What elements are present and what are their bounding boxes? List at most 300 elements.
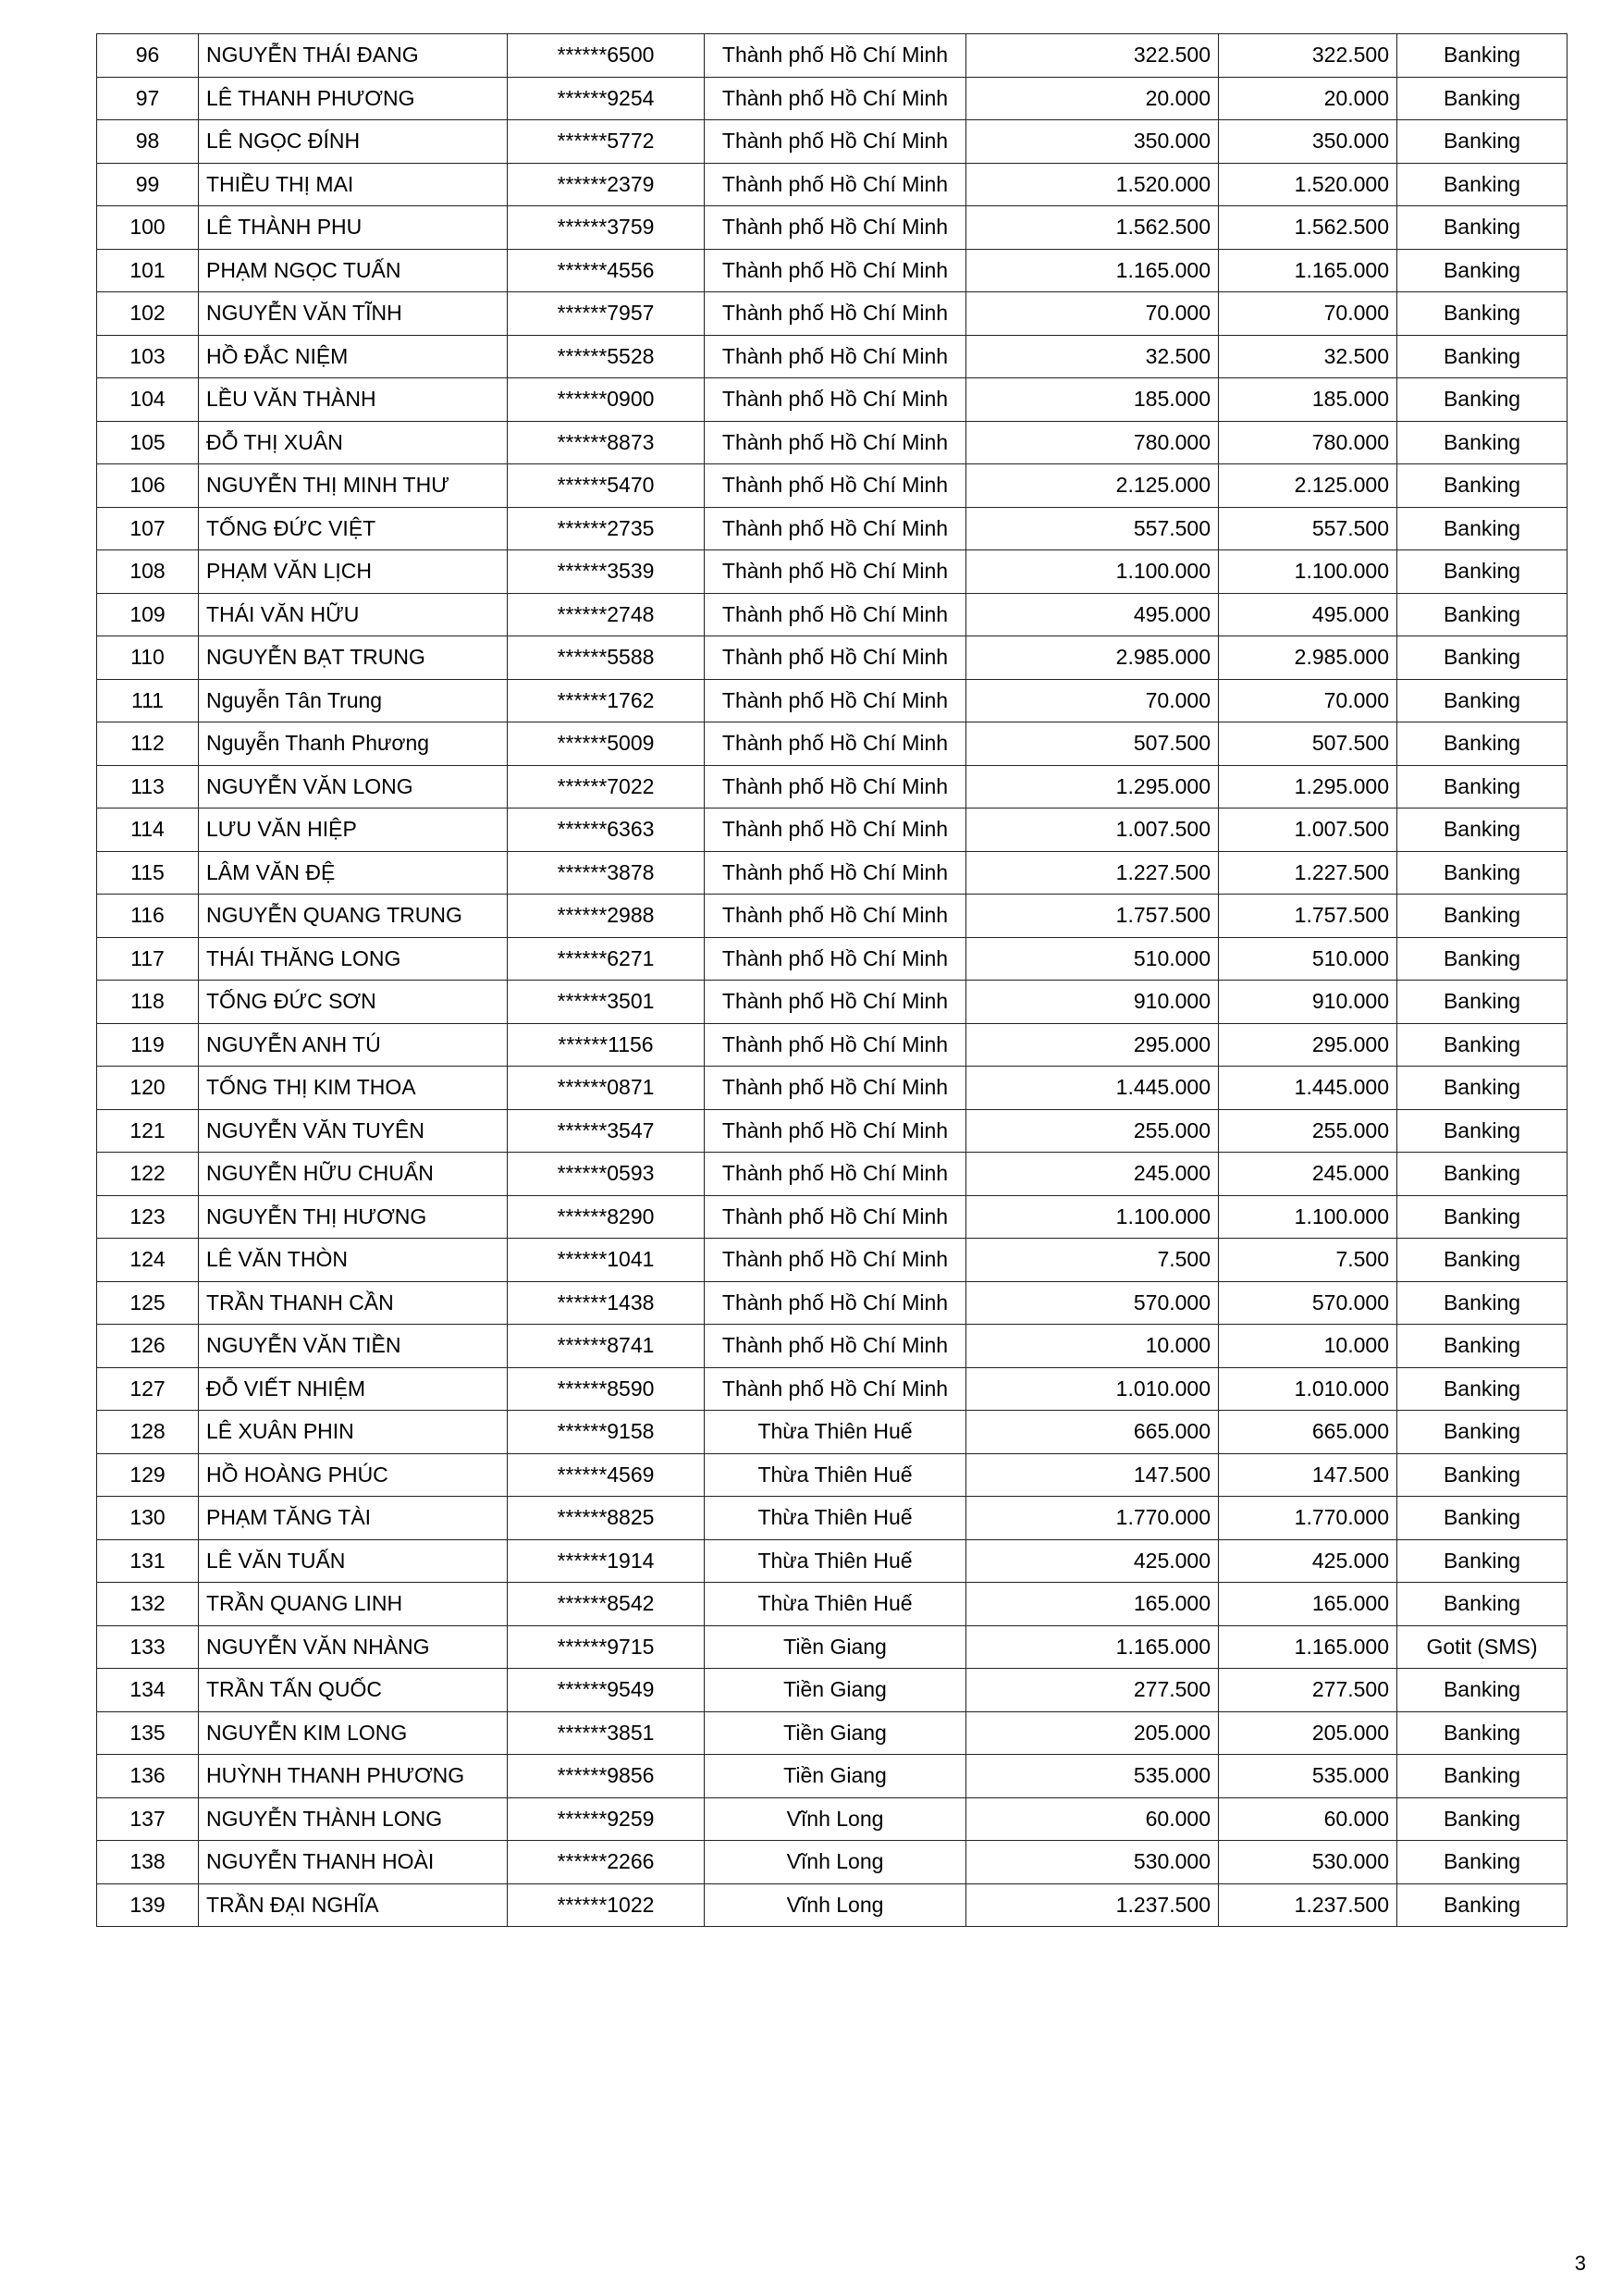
masked-id: ******0900 [508, 378, 705, 422]
amount: 277.500 [966, 1669, 1219, 1712]
row-index: 111 [97, 679, 199, 722]
masked-id: ******7022 [508, 765, 705, 809]
paid-amount: 1.007.500 [1219, 809, 1397, 852]
masked-id: ******2266 [508, 1841, 705, 1884]
payment-method: Banking [1397, 1539, 1568, 1583]
province: Thành phố Hồ Chí Minh [705, 292, 966, 336]
payment-method: Banking [1397, 1841, 1568, 1884]
paid-amount: 510.000 [1219, 937, 1397, 981]
masked-id: ******0593 [508, 1153, 705, 1196]
recipient-name: NGUYỄN BẠT TRUNG [199, 636, 508, 680]
row-index: 114 [97, 809, 199, 852]
amount: 205.000 [966, 1711, 1219, 1755]
payment-method: Banking [1397, 1497, 1568, 1540]
recipient-name: NGUYỄN THÀNH LONG [199, 1797, 508, 1841]
paid-amount: 245.000 [1219, 1153, 1397, 1196]
amount: 7.500 [966, 1239, 1219, 1282]
recipient-name: NGUYỄN VĂN TUYÊN [199, 1109, 508, 1153]
masked-id: ******8741 [508, 1325, 705, 1368]
row-index: 107 [97, 507, 199, 550]
payment-method: Banking [1397, 378, 1568, 422]
payment-method: Banking [1397, 1109, 1568, 1153]
amount: 1.010.000 [966, 1367, 1219, 1411]
payment-method: Banking [1397, 1755, 1568, 1798]
province: Thành phố Hồ Chí Minh [705, 895, 966, 938]
province: Thành phố Hồ Chí Minh [705, 809, 966, 852]
table-row [97, 507, 1568, 550]
masked-id: ******9259 [508, 1797, 705, 1841]
payment-method: Banking [1397, 1797, 1568, 1841]
table-row [97, 1883, 1568, 1927]
recipient-name: LÊ XUÂN PHIN [199, 1411, 508, 1454]
table-row [97, 1797, 1568, 1841]
table-row [97, 765, 1568, 809]
row-index: 97 [97, 77, 199, 120]
masked-id: ******8873 [508, 421, 705, 464]
paid-amount: 557.500 [1219, 507, 1397, 550]
amount: 20.000 [966, 77, 1219, 120]
row-index: 135 [97, 1711, 199, 1755]
province: Thành phố Hồ Chí Minh [705, 550, 966, 594]
row-index: 126 [97, 1325, 199, 1368]
masked-id: ******3759 [508, 206, 705, 250]
row-index: 134 [97, 1669, 199, 1712]
province: Thành phố Hồ Chí Minh [705, 1067, 966, 1110]
recipient-name: LỀU VĂN THÀNH [199, 378, 508, 422]
paid-amount: 1.520.000 [1219, 163, 1397, 206]
recipient-name: LÊ THÀNH PHU [199, 206, 508, 250]
row-index: 106 [97, 464, 199, 508]
table-row [97, 1367, 1568, 1411]
amount: 32.500 [966, 335, 1219, 378]
amount: 1.100.000 [966, 1195, 1219, 1239]
payment-method: Banking [1397, 335, 1568, 378]
amount: 1.165.000 [966, 249, 1219, 292]
recipient-name: TỐNG ĐỨC VIỆT [199, 507, 508, 550]
recipient-name: PHẠM VĂN LỊCH [199, 550, 508, 594]
province: Thành phố Hồ Chí Minh [705, 1195, 966, 1239]
masked-id: ******6500 [508, 34, 705, 78]
amount: 2.985.000 [966, 636, 1219, 680]
paid-amount: 147.500 [1219, 1453, 1397, 1497]
paid-amount: 322.500 [1219, 34, 1397, 78]
paid-amount: 185.000 [1219, 378, 1397, 422]
province: Thành phố Hồ Chí Minh [705, 593, 966, 636]
page-number: 3 [1574, 2252, 1586, 2275]
province: Thành phố Hồ Chí Minh [705, 765, 966, 809]
table-row [97, 1583, 1568, 1626]
recipient-name: TỐNG THỊ KIM THOA [199, 1067, 508, 1110]
paid-amount: 295.000 [1219, 1023, 1397, 1067]
masked-id: ******5588 [508, 636, 705, 680]
row-index: 131 [97, 1539, 199, 1583]
province: Tiền Giang [705, 1669, 966, 1712]
province: Thành phố Hồ Chí Minh [705, 1023, 966, 1067]
amount: 70.000 [966, 292, 1219, 336]
table-row [97, 636, 1568, 680]
row-index: 122 [97, 1153, 199, 1196]
row-index: 119 [97, 1023, 199, 1067]
province: Thành phố Hồ Chí Minh [705, 163, 966, 206]
row-index: 101 [97, 249, 199, 292]
row-index: 96 [97, 34, 199, 78]
recipient-name: NGUYỄN KIM LONG [199, 1711, 508, 1755]
province: Thành phố Hồ Chí Minh [705, 679, 966, 722]
amount: 1.237.500 [966, 1883, 1219, 1927]
masked-id: ******9254 [508, 77, 705, 120]
paid-amount: 1.770.000 [1219, 1497, 1397, 1540]
payment-method: Banking [1397, 1325, 1568, 1368]
masked-id: ******8542 [508, 1583, 705, 1626]
amount: 1.100.000 [966, 550, 1219, 594]
province: Thừa Thiên Huế [705, 1539, 966, 1583]
table-row [97, 163, 1568, 206]
table-row [97, 1153, 1568, 1196]
table-row [97, 809, 1568, 852]
recipient-name: ĐỖ VIẾT NHIỆM [199, 1367, 508, 1411]
row-index: 127 [97, 1367, 199, 1411]
payment-method: Banking [1397, 34, 1568, 78]
payment-method: Banking [1397, 679, 1568, 722]
amount: 350.000 [966, 120, 1219, 164]
paid-amount: 32.500 [1219, 335, 1397, 378]
recipient-name: HỒ HOÀNG PHÚC [199, 1453, 508, 1497]
masked-id: ******2379 [508, 163, 705, 206]
province: Thành phố Hồ Chí Minh [705, 1325, 966, 1368]
recipient-name: HỒ ĐẮC NIỆM [199, 335, 508, 378]
table-row [97, 1281, 1568, 1325]
province: Vĩnh Long [705, 1883, 966, 1927]
masked-id: ******1156 [508, 1023, 705, 1067]
row-index: 136 [97, 1755, 199, 1798]
amount: 425.000 [966, 1539, 1219, 1583]
table-row [97, 1497, 1568, 1540]
amount: 1.295.000 [966, 765, 1219, 809]
amount: 1.770.000 [966, 1497, 1219, 1540]
province: Thừa Thiên Huế [705, 1411, 966, 1454]
masked-id: ******1438 [508, 1281, 705, 1325]
row-index: 125 [97, 1281, 199, 1325]
province: Thành phố Hồ Chí Minh [705, 507, 966, 550]
table-row [97, 851, 1568, 895]
paid-amount: 910.000 [1219, 981, 1397, 1024]
table-row [97, 1669, 1568, 1712]
table-body [97, 34, 1568, 1927]
amount: 665.000 [966, 1411, 1219, 1454]
paid-amount: 1.100.000 [1219, 1195, 1397, 1239]
masked-id: ******3539 [508, 550, 705, 594]
paid-amount: 507.500 [1219, 722, 1397, 766]
paid-amount: 255.000 [1219, 1109, 1397, 1153]
row-index: 99 [97, 163, 199, 206]
province: Thành phố Hồ Chí Minh [705, 335, 966, 378]
recipient-name: TRẦN QUANG LINH [199, 1583, 508, 1626]
recipient-name: NGUYỄN THỊ MINH THƯ [199, 464, 508, 508]
recipient-name: LÊ VĂN TUẤN [199, 1539, 508, 1583]
amount: 185.000 [966, 378, 1219, 422]
paid-amount: 1.237.500 [1219, 1883, 1397, 1927]
recipient-name: PHẠM NGỌC TUẤN [199, 249, 508, 292]
table-row [97, 722, 1568, 766]
paid-amount: 495.000 [1219, 593, 1397, 636]
masked-id: ******3547 [508, 1109, 705, 1153]
recipient-name: LÂM VĂN ĐỆ [199, 851, 508, 895]
payment-method: Banking [1397, 507, 1568, 550]
province: Thành phố Hồ Chí Minh [705, 1109, 966, 1153]
payment-method: Banking [1397, 1711, 1568, 1755]
paid-amount: 530.000 [1219, 1841, 1397, 1884]
payment-method: Banking [1397, 636, 1568, 680]
table-row [97, 1067, 1568, 1110]
masked-id: ******6271 [508, 937, 705, 981]
masked-id: ******8290 [508, 1195, 705, 1239]
masked-id: ******5470 [508, 464, 705, 508]
table-row [97, 1109, 1568, 1153]
table-row [97, 1239, 1568, 1282]
table-row [97, 1195, 1568, 1239]
paid-amount: 2.125.000 [1219, 464, 1397, 508]
paid-amount: 1.227.500 [1219, 851, 1397, 895]
recipient-name: ĐỖ THỊ XUÂN [199, 421, 508, 464]
paid-amount: 1.010.000 [1219, 1367, 1397, 1411]
province: Thành phố Hồ Chí Minh [705, 1239, 966, 1282]
table-row [97, 1023, 1568, 1067]
payment-method: Banking [1397, 1583, 1568, 1626]
amount: 557.500 [966, 507, 1219, 550]
recipient-name: NGUYỄN HỮU CHUẨN [199, 1153, 508, 1196]
row-index: 112 [97, 722, 199, 766]
masked-id: ******3878 [508, 851, 705, 895]
province: Thừa Thiên Huế [705, 1453, 966, 1497]
payment-method: Banking [1397, 937, 1568, 981]
table-row [97, 34, 1568, 78]
payment-method: Banking [1397, 464, 1568, 508]
paid-amount: 70.000 [1219, 679, 1397, 722]
payment-method: Banking [1397, 593, 1568, 636]
payment-method: Banking [1397, 1669, 1568, 1712]
recipient-name: THÁI THĂNG LONG [199, 937, 508, 981]
paid-amount: 535.000 [1219, 1755, 1397, 1798]
payment-method: Banking [1397, 1411, 1568, 1454]
row-index: 98 [97, 120, 199, 164]
province: Thành phố Hồ Chí Minh [705, 378, 966, 422]
paid-amount: 570.000 [1219, 1281, 1397, 1325]
row-index: 100 [97, 206, 199, 250]
paid-amount: 665.000 [1219, 1411, 1397, 1454]
amount: 165.000 [966, 1583, 1219, 1626]
recipient-name: TRẦN THANH CẦN [199, 1281, 508, 1325]
payment-method: Banking [1397, 77, 1568, 120]
recipient-name: LÊ THANH PHƯƠNG [199, 77, 508, 120]
masked-id: ******9158 [508, 1411, 705, 1454]
masked-id: ******8590 [508, 1367, 705, 1411]
recipient-name: NGUYỄN VĂN TIỀN [199, 1325, 508, 1368]
paid-amount: 1.165.000 [1219, 1625, 1397, 1669]
payment-method: Banking [1397, 1883, 1568, 1927]
amount: 1.227.500 [966, 851, 1219, 895]
row-index: 132 [97, 1583, 199, 1626]
masked-id: ******5009 [508, 722, 705, 766]
amount: 70.000 [966, 679, 1219, 722]
amount: 535.000 [966, 1755, 1219, 1798]
row-index: 103 [97, 335, 199, 378]
masked-id: ******8825 [508, 1497, 705, 1540]
payout-table [96, 33, 1568, 1927]
recipient-name: NGUYỄN VĂN LONG [199, 765, 508, 809]
row-index: 105 [97, 421, 199, 464]
table-row [97, 1411, 1568, 1454]
masked-id: ******2988 [508, 895, 705, 938]
table-row [97, 378, 1568, 422]
payment-method: Banking [1397, 249, 1568, 292]
masked-id: ******5772 [508, 120, 705, 164]
table-row [97, 1325, 1568, 1368]
amount: 530.000 [966, 1841, 1219, 1884]
recipient-name: NGUYỄN VĂN TĨNH [199, 292, 508, 336]
masked-id: ******2735 [508, 507, 705, 550]
province: Thành phố Hồ Chí Minh [705, 722, 966, 766]
table-row [97, 1453, 1568, 1497]
amount: 507.500 [966, 722, 1219, 766]
recipient-name: Nguyễn Tân Trung [199, 679, 508, 722]
paid-amount: 205.000 [1219, 1711, 1397, 1755]
payment-method: Banking [1397, 1153, 1568, 1196]
recipient-name: NGUYỄN ANH TÚ [199, 1023, 508, 1067]
table-row [97, 292, 1568, 336]
amount: 10.000 [966, 1325, 1219, 1368]
paid-amount: 780.000 [1219, 421, 1397, 464]
table-row [97, 1755, 1568, 1798]
payment-method: Banking [1397, 550, 1568, 594]
row-index: 110 [97, 636, 199, 680]
masked-id: ******3851 [508, 1711, 705, 1755]
masked-id: ******5528 [508, 335, 705, 378]
paid-amount: 2.985.000 [1219, 636, 1397, 680]
masked-id: ******0871 [508, 1067, 705, 1110]
payment-method: Banking [1397, 292, 1568, 336]
row-index: 130 [97, 1497, 199, 1540]
province: Thành phố Hồ Chí Minh [705, 206, 966, 250]
table-row [97, 1711, 1568, 1755]
payment-method: Banking [1397, 1367, 1568, 1411]
amount: 1.562.500 [966, 206, 1219, 250]
recipient-name: THÁI VĂN HỮU [199, 593, 508, 636]
payment-method: Banking [1397, 1023, 1568, 1067]
amount: 60.000 [966, 1797, 1219, 1841]
row-index: 102 [97, 292, 199, 336]
province: Thành phố Hồ Chí Minh [705, 1367, 966, 1411]
paid-amount: 1.295.000 [1219, 765, 1397, 809]
row-index: 104 [97, 378, 199, 422]
recipient-name: TRẦN TẤN QUỐC [199, 1669, 508, 1712]
paid-amount: 1.165.000 [1219, 249, 1397, 292]
province: Thành phố Hồ Chí Minh [705, 34, 966, 78]
province: Thành phố Hồ Chí Minh [705, 851, 966, 895]
recipient-name: NGUYỄN THANH HOÀI [199, 1841, 508, 1884]
table-row [97, 120, 1568, 164]
amount: 1.520.000 [966, 163, 1219, 206]
recipient-name: Nguyễn Thanh Phương [199, 722, 508, 766]
row-index: 129 [97, 1453, 199, 1497]
amount: 510.000 [966, 937, 1219, 981]
row-index: 137 [97, 1797, 199, 1841]
province: Thành phố Hồ Chí Minh [705, 1153, 966, 1196]
amount: 1.007.500 [966, 809, 1219, 852]
payment-method: Banking [1397, 809, 1568, 852]
recipient-name: TỐNG ĐỨC SƠN [199, 981, 508, 1024]
masked-id: ******1762 [508, 679, 705, 722]
payment-method: Banking [1397, 981, 1568, 1024]
masked-id: ******4556 [508, 249, 705, 292]
province: Thành phố Hồ Chí Minh [705, 77, 966, 120]
amount: 495.000 [966, 593, 1219, 636]
province: Thừa Thiên Huế [705, 1583, 966, 1626]
paid-amount: 165.000 [1219, 1583, 1397, 1626]
province: Thành phố Hồ Chí Minh [705, 120, 966, 164]
table-row [97, 421, 1568, 464]
recipient-name: PHẠM TĂNG TÀI [199, 1497, 508, 1540]
amount: 255.000 [966, 1109, 1219, 1153]
row-index: 116 [97, 895, 199, 938]
table-row [97, 895, 1568, 938]
payment-method: Banking [1397, 851, 1568, 895]
paid-amount: 350.000 [1219, 120, 1397, 164]
amount: 1.445.000 [966, 1067, 1219, 1110]
masked-id: ******9856 [508, 1755, 705, 1798]
province: Vĩnh Long [705, 1841, 966, 1884]
row-index: 138 [97, 1841, 199, 1884]
row-index: 128 [97, 1411, 199, 1454]
table-row [97, 1841, 1568, 1884]
payment-method: Banking [1397, 1281, 1568, 1325]
recipient-name: NGUYỄN VĂN NHÀNG [199, 1625, 508, 1669]
amount: 295.000 [966, 1023, 1219, 1067]
amount: 780.000 [966, 421, 1219, 464]
paid-amount: 10.000 [1219, 1325, 1397, 1368]
payment-method: Gotit (SMS) [1397, 1625, 1568, 1669]
row-index: 124 [97, 1239, 199, 1282]
table-row [97, 593, 1568, 636]
table-row [97, 550, 1568, 594]
province: Tiền Giang [705, 1625, 966, 1669]
recipient-name: LƯU VĂN HIỆP [199, 809, 508, 852]
province: Tiền Giang [705, 1711, 966, 1755]
paid-amount: 70.000 [1219, 292, 1397, 336]
recipient-name: TRẦN ĐẠI NGHĨA [199, 1883, 508, 1927]
paid-amount: 1.562.500 [1219, 206, 1397, 250]
amount: 2.125.000 [966, 464, 1219, 508]
masked-id: ******7957 [508, 292, 705, 336]
province: Thành phố Hồ Chí Minh [705, 249, 966, 292]
province: Tiền Giang [705, 1755, 966, 1798]
payment-method: Banking [1397, 722, 1568, 766]
row-index: 108 [97, 550, 199, 594]
amount: 1.757.500 [966, 895, 1219, 938]
row-index: 139 [97, 1883, 199, 1927]
payment-method: Banking [1397, 895, 1568, 938]
row-index: 123 [97, 1195, 199, 1239]
province: Thành phố Hồ Chí Minh [705, 464, 966, 508]
table-row [97, 206, 1568, 250]
payment-method: Banking [1397, 163, 1568, 206]
amount: 1.165.000 [966, 1625, 1219, 1669]
row-index: 109 [97, 593, 199, 636]
row-index: 133 [97, 1625, 199, 1669]
table-row [97, 249, 1568, 292]
row-index: 117 [97, 937, 199, 981]
table-row [97, 1539, 1568, 1583]
province: Vĩnh Long [705, 1797, 966, 1841]
